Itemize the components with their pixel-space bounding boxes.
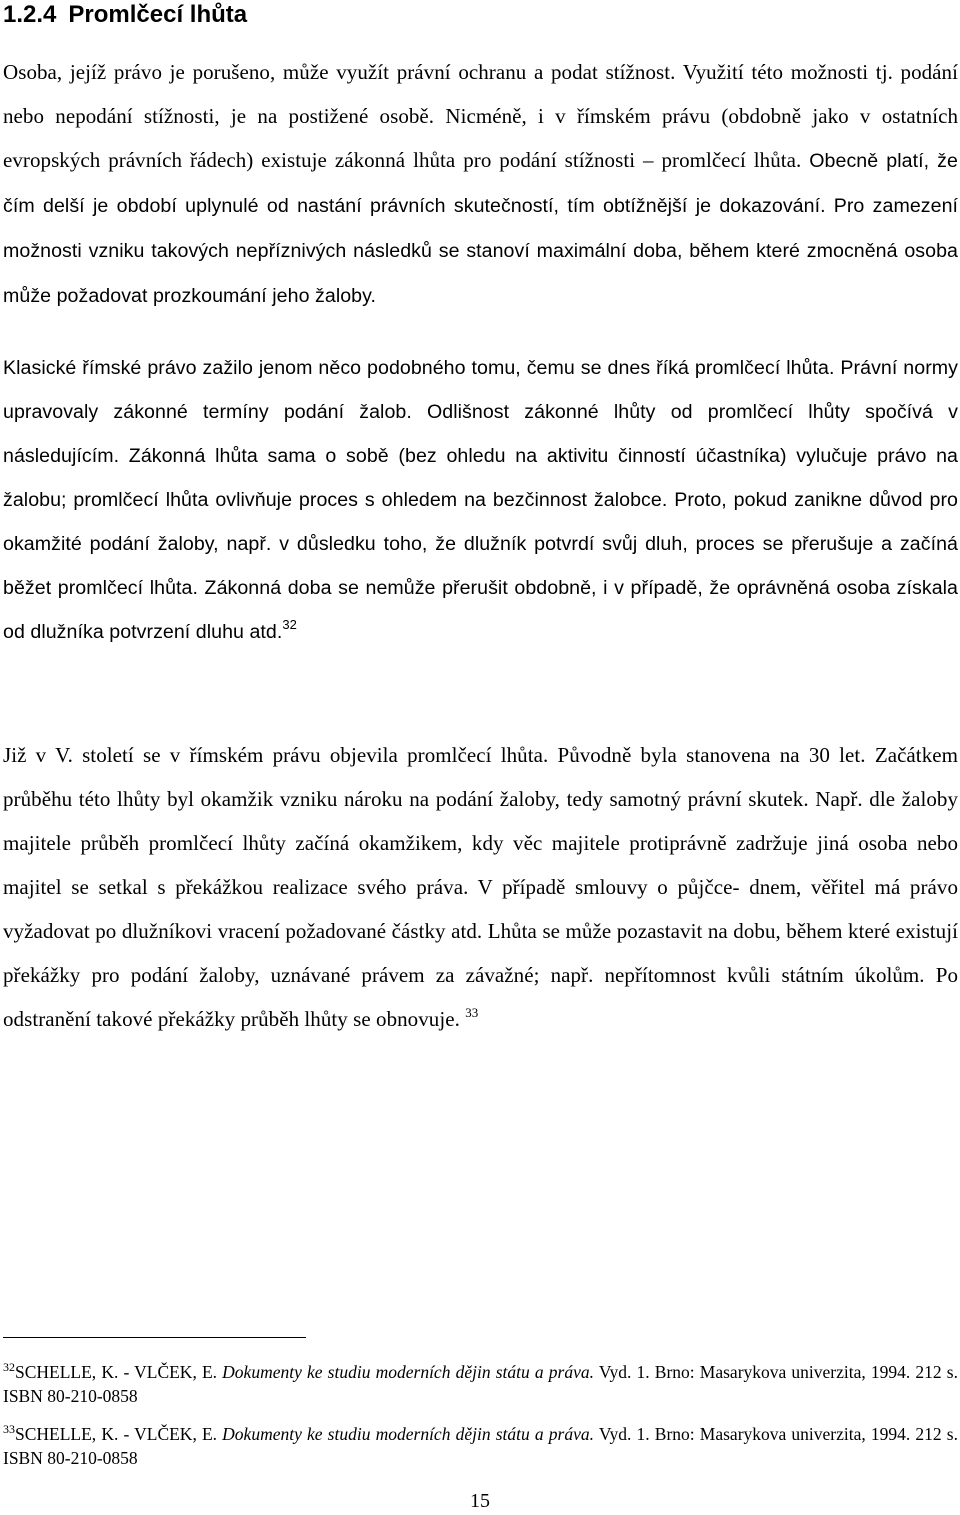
section-heading xyxy=(3,0,247,30)
section-title: Promlčecí lhůta xyxy=(68,1,248,28)
paragraph-1-sentence-1: Osoba, jejíž právo je porušeno, může využít právní ochranu a podat stížnost. Využití této možnosti tj. podání nebo nepodání stížnosti, je na postižené osobě. Nicméně, i v římském právu (obdobně jako v ostatních evropských právních řádech) existuje zákonná lhůta pro podání stížnosti – promlčecí lhůta. xyxy=(3,60,958,172)
paragraph-2-text: Klasické římské právo zažilo jenom něco podobného tomu, čemu se dnes říká promlčecí lhůta. Právní normy upravovaly zákonné termíny podání žalob. Odlišnost zákonné lhůty od promlčecí lhůty spočívá v následujícím. Zákonná lhůta sama o sobě (bez ohledu na aktivitu činností účastníka) vylučuje právo na žalobu; promlčecí lhůta ovlivňuje proces s ohledem na bezčinnost žalobce. Proto, pokud zanikne důvod pro okamžité podání žaloby, např. v důsledku toho, že dlužník potvrdí svůj dluh, proces se přerušuje a začíná běžet promlčecí lhůta. Zákonná doba se nemůže přerušit obdobně, i v případě, že oprávněná osoba získala od dlužníka potvrzení dluhu atd. xyxy=(3,357,958,643)
paragraph-1-sentence-2: Obecně platí, že čím delší je období uplynulé od nastání právních skutečností, tím obtížnější je dokazování. xyxy=(3,150,958,217)
footnote-separator xyxy=(3,1337,306,1338)
footnote-author: SCHELLE, K. - VLČEK, E. xyxy=(15,1424,218,1444)
footnote-ref-33[interactable]: 33 xyxy=(465,1005,479,1020)
footnote-title: Dokumenty ke studiu moderních dějin státu a práva. xyxy=(222,1362,594,1382)
paragraph-3-text: Již v V. století se v římském právu objevila promlčecí lhůta. Původně byla stanovena na 30 let. Začátkem průběhu této lhůty byl okamžik vzniku nároku na podání žaloby, tedy samotný právní skutek. Např. dle žaloby majitele průběh promlčecí lhůty začíná okamžikem, kdy věc majitele protiprávně zadržuje jiná osoba nebo majitel se setkal s překážkou realizace svého práva. V případě smlouvy o půjčce- dnem, věřitel má právo vyžadovat po dlužníkovi vracení požadované částky atd. Lhůta se může pozastavit na dobu, během které existují překážky pro podání žaloby, uznávané právem za závažné; např. nepřítomnost kvůli státním úkolům. Po odstranění takové překážky průběh lhůty se obnovuje. xyxy=(3,743,958,1031)
footnote-author: SCHELLE, K. - VLČEK, E. xyxy=(15,1362,218,1382)
footnote-33 xyxy=(3,1422,958,1470)
paragraph-1-sentence-3: Pro zamezení možnosti vzniku takových nepříznivých následků se stanoví maximální doba, během které zmocněná osoba může požadovat prozkoumání jeho žaloby. xyxy=(3,195,959,307)
paragraph-roman-law xyxy=(3,346,958,654)
footnote-32 xyxy=(3,1360,958,1408)
footnote-publication: Vyd. 1. Brno: Masarykova univerzita, 1994. 212 s. ISBN 80-210-0858 xyxy=(3,1362,958,1406)
paragraph-limitation-intro xyxy=(3,50,958,318)
footnote-number: 32 xyxy=(3,1360,15,1374)
footnote-title: Dokumenty ke studiu moderních dějin státu a práva. xyxy=(222,1424,594,1444)
page-number: 15 xyxy=(470,1490,490,1512)
footnote-publication: Vyd. 1. Brno: Masarykova univerzita, 1994. 212 s. ISBN 80-210-0858 xyxy=(3,1424,958,1468)
footnote-ref-32[interactable]: 32 xyxy=(282,617,297,632)
paragraph-history xyxy=(3,733,958,1041)
section-number: 1.2.4 xyxy=(3,1,57,28)
footnote-number: 33 xyxy=(3,1422,15,1436)
